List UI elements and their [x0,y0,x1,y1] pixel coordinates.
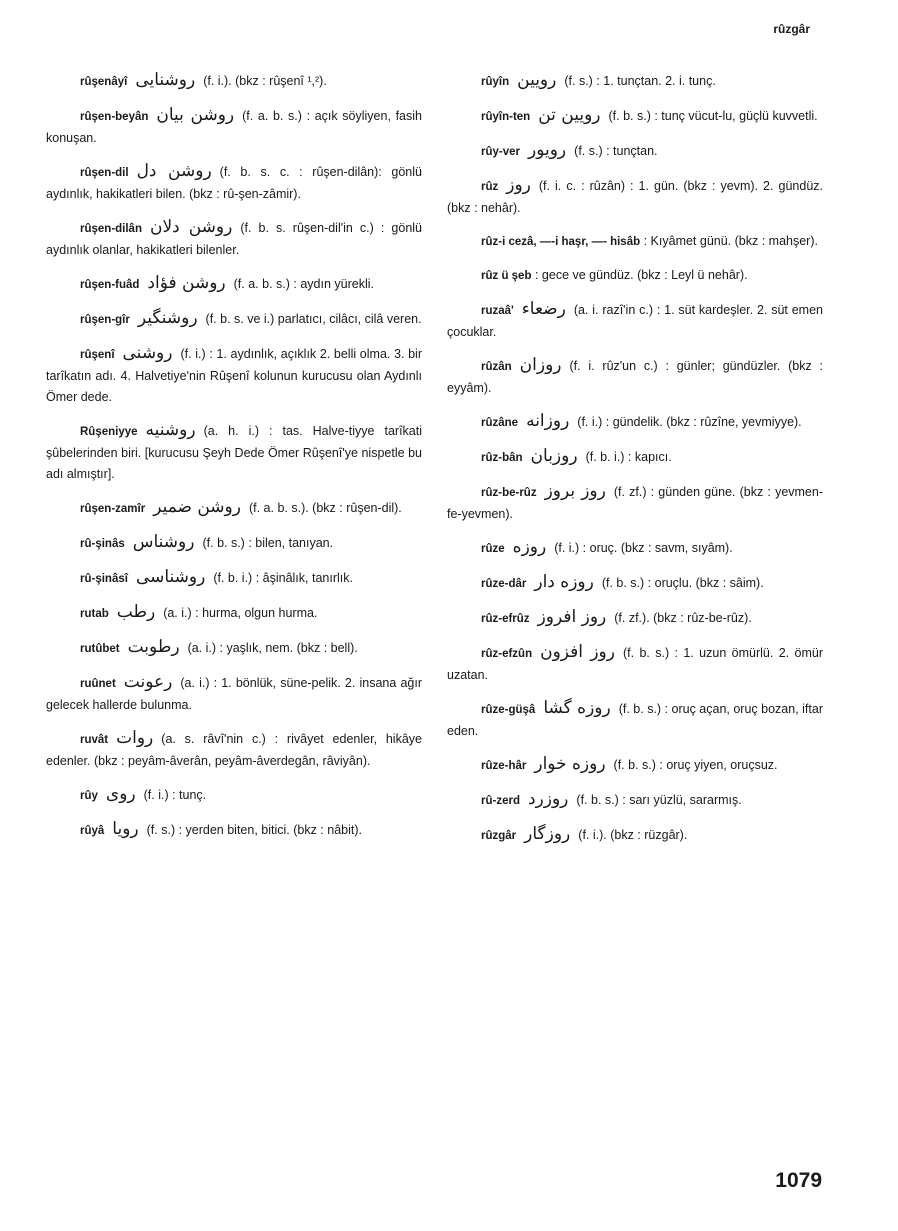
entry-headword: rûy-ver [481,146,520,158]
entry-spacer [46,261,422,273]
entry-headword: ruzaâ' [481,305,514,317]
entry-headword: rûy [80,790,98,802]
entry-definition: (f. b. s.) : bilen, tanıyan. [202,536,334,550]
entry-headword: rûz-efzûn [481,648,533,660]
entry-headword: rûz-efrûz [481,613,530,625]
dictionary-entry [46,567,422,590]
entry-arabic-script: روزان [519,355,562,375]
entry-arabic-script: رطوبت [127,637,180,657]
entry-arabic-script: رويين تن [538,105,601,125]
entry-arabic-script: روزه [512,537,547,557]
entry-headword: rûyâ [80,825,105,837]
entry-arabic-script: روشن بيان [156,105,235,125]
entry-headword: rûze-güşâ [481,704,536,716]
entry-spacer [447,777,823,789]
dictionary-entry [447,175,823,219]
dictionary-entry [447,754,823,777]
dictionary-entry [447,355,823,399]
entry-definition: (f. zf.). (bkz : rûz-be-rûz). [614,611,752,625]
dictionary-entry [46,70,422,93]
entry-definition: (a. i.) : yaşlık, nem. (bkz : bell). [187,641,358,655]
dictionary-entry [447,607,823,630]
entry-headword: rûşenî [80,349,115,361]
entry-definition: (f. s.) : yerden biten, bitici. (bkz : nâbit). [146,823,362,837]
entry-arabic-script: رويور [528,140,567,160]
entry-headword: rûşenâyî [80,76,128,88]
entry-headword: rutab [80,608,109,620]
dictionary-entry [447,140,823,163]
entry-headword: rûze [481,543,505,555]
entry-spacer [447,742,823,754]
entry-spacer [447,253,823,265]
entry-headword: rutûbet [80,643,120,655]
entry-arabic-script: روشناسى [135,567,206,587]
entry-headword: rûşen-fuâd [80,279,140,291]
entry-spacer [447,287,823,299]
entry-headword: rûz-be-rûz [481,487,537,499]
entry-arabic-script: روشنيه [145,420,196,440]
entry-definition: (f. i.). (bkz : rûşenî ¹,²). [203,74,327,88]
entry-definition: (f. i.) : oruç. (bkz : savm, sıyâm). [554,541,733,555]
entry-headword: rûz-i cezâ, —-i haşr, —- hisâb [481,236,641,248]
entry-spacer [447,595,823,607]
entry-spacer [447,399,823,411]
entry-arabic-script: رويا [112,819,139,839]
entry-arabic-script: روشناس [132,532,195,552]
entry-definition: (f. zf.) : günden güne. (bkz : yevmen-fe-yevmen). [447,485,824,521]
entry-spacer [46,520,422,532]
entry-headword: rûzân [481,361,512,373]
entry-arabic-script: روى [105,784,136,804]
entry-definition: (f. i. rûz'un c.) : günler; gündüzler. (bkz : eyyâm). [447,359,823,395]
dictionary-entry [447,789,823,812]
entry-definition: (f. i.). (bkz : rüzgâr). [578,828,688,842]
entry-spacer [447,525,823,537]
entry-spacer [46,590,422,602]
entry-arabic-script: روزه گشا [543,698,611,718]
dictionary-entry [447,446,823,469]
entry-arabic-script: روزگار [524,824,571,844]
entry-spacer [46,842,422,854]
dictionary-entry [46,497,422,520]
entry-spacer [46,772,422,784]
entry-headword: rûz [481,181,499,193]
entry-headword: ruûnet [80,678,116,690]
entry-definition: (f. b. s.) : oruç açan, oruç bozan, iftar eden. [447,702,823,738]
dictionary-entry [447,70,823,93]
entry-arabic-script: روزانه [526,411,570,431]
dictionary-entry [46,672,422,716]
entry-spacer [46,205,422,217]
entry-spacer [447,343,823,355]
dictionary-entry [447,299,823,343]
entry-arabic-script: رعونت [123,672,173,692]
entry-spacer [447,128,823,140]
entry-arabic-script: روات [116,728,154,748]
dictionary-entry [447,265,823,287]
entry-arabic-script: روز افزون [540,642,615,662]
entry-definition: (f. s.) : tunçtan. [574,144,658,158]
dictionary-entry [46,819,422,842]
entry-definition: (a. i.) : 1. bönlük, süne-pelik. 2. insana ağır gelecek hallerde bulunma. [46,676,422,712]
dictionary-entry [46,217,422,261]
dictionary-entry [447,231,823,253]
entry-definition: (f. i.) : 1. aydınlık, açıklık 2. belli olma. 3. bir tarîkatın adı. 4. Halvetiye'nin Rûşenî kolunun kurucusu olan Aydınlı Ömer dede. [46,347,422,404]
dictionary-entry [447,642,823,686]
entry-definition: (f. i.) : tunç. [143,788,207,802]
dictionary-entry [447,411,823,434]
entry-spacer [46,716,422,728]
entry-headword: rûyîn-ten [481,111,531,123]
dictionary-entry [46,161,422,205]
dictionary-entry [447,481,823,525]
dictionary-entry [46,532,422,555]
entry-arabic-script: روشنگير [137,308,198,328]
dictionary-entry [447,572,823,595]
dictionary-entry [447,824,823,847]
entry-headword: Rûşeniyye [80,426,138,438]
entry-headword: rûze-dâr [481,578,527,590]
entry-definition: (f. b. s. ve i.) parlatıcı, cilâcı, cilâ veren. [205,312,422,326]
dictionary-entry [447,698,823,742]
entry-spacer [46,149,422,161]
entry-arabic-script: روز [506,175,531,195]
entry-arabic-script: روز بروز [544,481,606,501]
entry-spacer [447,686,823,698]
entry-arabic-script: روشن دلان [149,217,233,237]
right-column [447,70,823,859]
entry-definition: (f. b. s.) : 1. uzun ömürlü. 2. ömür uzatan. [447,646,823,682]
entry-definition: (f. s.) : 1. tunçtan. 2. i. tunç. [564,74,716,88]
entry-definition: (f. b. s.) : tunç vücut-lu, güçlü kuvvetli. [608,109,818,123]
entry-headword: rûz-bân [481,452,523,464]
entry-arabic-script: روزه دار [534,572,594,592]
entry-arabic-script: رضعاء [521,299,566,319]
entry-spacer [46,93,422,105]
entry-arabic-script: روشن دل [136,161,212,181]
entry-spacer [46,408,422,420]
entry-spacer [46,625,422,637]
entry-spacer [447,469,823,481]
entry-spacer [46,485,422,497]
dictionary-entry [447,105,823,128]
entry-spacer [447,847,823,859]
entry-definition: (f. b. s.) : sarı yüzlü, sararmış. [576,793,742,807]
entry-arabic-script: روشن ضمير [153,497,241,517]
page-number: 1079 [775,1169,822,1192]
dictionary-entry [46,637,422,660]
entry-headword: rûzgâr [481,830,517,842]
entry-headword: rûşen-zamîr [80,503,146,515]
entry-arabic-script: روزبان [530,446,578,466]
dictionary-entry [46,602,422,625]
entry-headword: rûşen-dil [80,167,129,179]
entry-arabic-script: رطب [116,602,156,622]
entry-definition: : gece ve gündüz. (bkz : Leyl ü nehâr). [534,268,748,282]
dictionary-entry [46,784,422,807]
dictionary-entry [46,728,422,772]
entry-arabic-script: روشنى [122,343,173,363]
entry-headword: rû-şinâsî [80,573,128,585]
entry-definition: (f. a. b. s.). (bkz : rûşen-dil). [248,501,402,515]
dictionary-entry [447,537,823,560]
entry-definition: (f. b. i.) : kapıcı. [585,450,672,464]
entry-definition: (a. s. râvî'nin c.) : rivâyet edenler, hikâye edenler. (bkz : peyâm-âverân, peyâm-âverdegân, râviyân). [46,732,422,768]
entry-headword: rûşen-gîr [80,314,130,326]
entry-headword: rûşen-dilân [80,223,142,235]
entry-definition: (f. b. s. c. : rûşen-dilân): gönlü aydınlık, hakikatleri bilen. (bkz : rû-şen-zâmir). [46,165,422,201]
entry-headword: rûyîn [481,76,510,88]
entry-headword: rû-zerd [481,795,520,807]
entry-spacer [447,812,823,824]
dictionary-entry [46,343,422,408]
entry-definition: (f. b. s.) : oruç yiyen, oruçsuz. [613,758,778,772]
entry-definition: : Kıyâmet günü. (bkz : mahşer). [643,234,818,248]
dictionary-entry [46,420,422,485]
entry-headword: rûşen-beyân [80,111,149,123]
entry-arabic-script: روزه خوار [534,754,606,774]
dictionary-entry [46,105,422,149]
entry-spacer [447,630,823,642]
entry-headword: rûze-hâr [481,760,527,772]
entry-arabic-script: روزرد [527,789,569,809]
entry-definition: (f. i.) : gündelik. (bkz : rûzîne, yevmiyye). [577,415,802,429]
entry-definition: (f. a. b. s.) : açık söyliyen, fasih konuşan. [46,109,422,145]
entry-headword: ruvât [80,734,109,746]
entry-definition: (f. b. s.) : oruçlu. (bkz : sâim). [601,576,764,590]
entry-definition: (f. i. c. : rûzân) : 1. gün. (bkz : yevm). 2. gündüz. (bkz : nehâr). [447,179,823,215]
entry-spacer [46,555,422,567]
entry-definition: (f. b. s. rûşen-dil'in c.) : gönlü aydınlık olanlar, hakikatleri bilenler. [46,221,422,257]
dictionary-entry [46,308,422,331]
left-column [46,70,422,854]
entry-definition: (f. b. i.) : âşinâlık, tanırlık. [213,571,353,585]
entry-arabic-script: روشن فؤاد [147,273,226,293]
entry-spacer [46,331,422,343]
entry-spacer [447,93,823,105]
entry-spacer [447,434,823,446]
entry-headword: rûz ü şeb [481,270,532,282]
entry-arabic-script: روز افروز [537,607,607,627]
entry-definition: (a. i. razî'in c.) : 1. süt kardeşler. 2. süt emen çocuklar. [447,303,823,339]
entry-headword: rûzâne [481,417,519,429]
entry-spacer [447,560,823,572]
entry-arabic-script: روشنايى [135,70,196,90]
entry-definition: (a. h. i.) : tas. Halve-tiyye tarîkati şûbelerinden biri. [kurucusu Şeyh Dede Ömer Rûşenî'ye nispetle bu adı almıştır]. [46,424,422,481]
entry-spacer [46,296,422,308]
entry-headword: rû-şinâs [80,538,125,550]
entry-arabic-script: رويين [517,70,557,90]
entry-spacer [447,219,823,231]
dictionary-entry [46,273,422,296]
entry-definition: (a. i.) : hurma, olgun hurma. [163,606,318,620]
entry-spacer [46,660,422,672]
entry-spacer [447,163,823,175]
entry-definition: (f. a. b. s.) : aydın yürekli. [233,277,374,291]
running-head: rûzgâr [773,22,810,36]
entry-spacer [46,807,422,819]
